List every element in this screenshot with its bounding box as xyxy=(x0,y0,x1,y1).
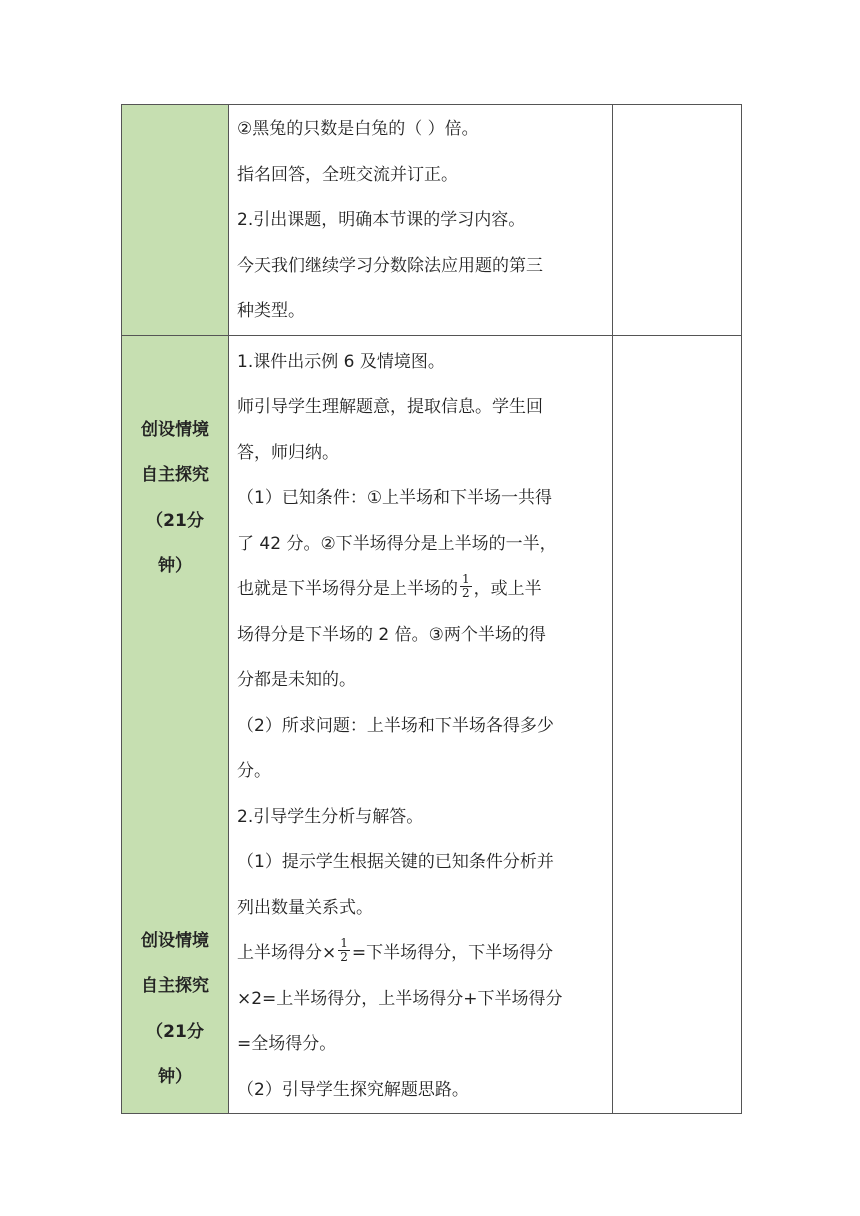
text-line: ②黑兔的只数是白兔的（ ）倍。 xyxy=(237,119,479,139)
stage-cell xyxy=(122,105,229,336)
lesson-plan-table xyxy=(121,104,742,1114)
text-line: 也就是下半场得分是上半场的 $\frac{1}{2}$ ，或上半 xyxy=(237,571,542,600)
text-line: =全场得分。 xyxy=(237,1034,337,1054)
table-row xyxy=(122,335,742,1114)
table-row xyxy=(122,105,742,336)
content-cell xyxy=(229,335,613,1114)
notes-cell xyxy=(613,335,742,1114)
text-line: 种类型。 xyxy=(237,301,305,321)
text-line: （2）引导学生探究解题思路。 xyxy=(237,1079,469,1100)
text-line: 师引导学生理解题意，提取信息。学生回 xyxy=(237,397,543,417)
text-line: 指名回答，全班交流并订正。 xyxy=(237,164,458,185)
stage-label: 创设情境 自主探究 （21分 钟） xyxy=(141,419,209,576)
text-line: 分都是未知的。 xyxy=(237,670,356,690)
text-line: 今天我们继续学习分数除法应用题的第三 xyxy=(237,255,543,276)
fraction-half: $\frac{1}{2}$ xyxy=(340,935,348,964)
text-line: 1.课件出示例 6 及情境图。 xyxy=(237,351,445,372)
text-line: （1）提示学生根据关键的已知条件分析并 xyxy=(237,852,554,872)
text-line: 场得分是下半场的 2 倍。③两个半场的得 xyxy=(237,624,546,645)
text-line: 2.引出课题，明确本节课的学习内容。 xyxy=(237,210,526,230)
text-line: （1）已知条件：①上半场和下半场一共得 xyxy=(237,488,553,508)
text-line: 列出数量关系式。 xyxy=(237,897,373,918)
text-line: 上半场得分× $\frac{1}{2}$ =下半场得分，下半场得分 xyxy=(237,935,554,964)
stage-cell xyxy=(122,335,229,1114)
text-line: 了 42 分。②下半场得分是上半场的一半， xyxy=(237,533,557,554)
content-cell xyxy=(229,105,613,336)
text-line: 答，师归纳。 xyxy=(237,442,339,463)
notes-cell xyxy=(613,105,742,336)
text-line: 分。 xyxy=(237,761,271,781)
text-line: ×2=上半场得分，上半场得分+下半场得分 xyxy=(237,988,563,1009)
stage-label: 创设情境 自主探究 （21分 钟） xyxy=(141,930,209,1087)
text-line: （2）所求问题：上半场和下半场各得多少 xyxy=(237,715,554,736)
fraction-half: $\frac{1}{2}$ xyxy=(462,571,470,600)
text-line: 2.引导学生分析与解答。 xyxy=(237,806,424,827)
